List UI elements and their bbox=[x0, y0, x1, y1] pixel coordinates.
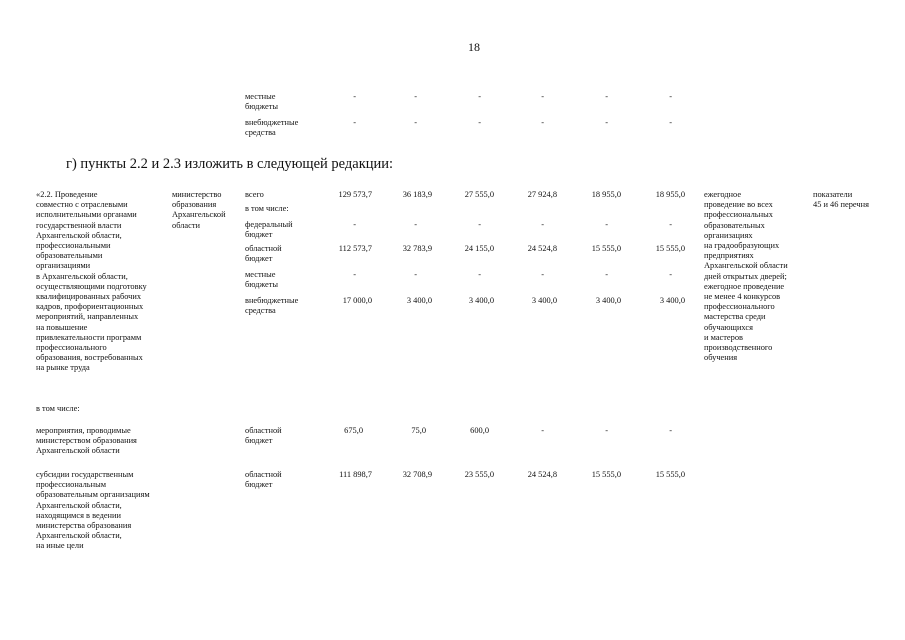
sub-item-events-value-6: - bbox=[669, 426, 672, 435]
page-number: 18 bbox=[468, 40, 480, 54]
sub-item-subsidies-value-2: 32 708,9 bbox=[402, 470, 432, 479]
total-value-4: 27 924,8 bbox=[527, 190, 557, 199]
regional-value-5: 15 555,0 bbox=[591, 244, 621, 253]
local-value-1: - bbox=[353, 270, 356, 279]
row-label-federal: федеральный бюджет bbox=[245, 220, 293, 240]
sub-item-events-value-3: 600,0 bbox=[470, 426, 489, 435]
top-row-offbudget-value-6: - bbox=[669, 118, 672, 127]
top-row-offbudget-value-2: - bbox=[414, 118, 417, 127]
offbudget-value-4: 3 400,0 bbox=[531, 296, 557, 305]
sub-item-events-value-2: 75,0 bbox=[411, 426, 426, 435]
expected-result: ежегодное проведение во всех профессиональных образовательных организациях на градообразующих предприятиях Архангельской области дней открытых дверей; ежегодное проведение не менее 4 конкурсов профессионального мастерства среди обучающихся и мастеров производственного обучения bbox=[704, 190, 788, 363]
row-label-offbudget: внебюджетные средства bbox=[245, 296, 299, 316]
sub-item-subsidies-value-3: 23 555,0 bbox=[464, 470, 494, 479]
top-row-local-value-3: - bbox=[478, 92, 481, 101]
event-description-2-2: «2.2. Проведение совместно с отраслевыми исполнительными органами государственной власти Архангельской области, профессиональными образовательными организациями в Архангельской области, осуществляющими подготовку квалифицированных рабочих кадров, профориентационных мероприятий, направленных на повышение привлекательности программ профессионального образования, востребованных на рынке труда bbox=[36, 190, 147, 373]
executor-ministry: министерство образования Архангельской области bbox=[172, 190, 226, 230]
sub-item-events-value-4: - bbox=[541, 426, 544, 435]
offbudget-value-6: 3 400,0 bbox=[659, 296, 685, 305]
federal-value-4: - bbox=[541, 220, 544, 229]
including-label: в том числе: bbox=[36, 404, 80, 413]
sub-item-subsidies-value-6: 15 555,0 bbox=[655, 470, 685, 479]
total-value-6: 18 955,0 bbox=[655, 190, 685, 199]
regional-value-3: 24 155,0 bbox=[464, 244, 494, 253]
total-value-5: 18 955,0 bbox=[591, 190, 621, 199]
sub-item-subsidies-value-4: 24 524,8 bbox=[527, 470, 557, 479]
sub-item-events-description: мероприятия, проводимые министерством образования Архангельской области bbox=[36, 426, 137, 456]
federal-value-6: - bbox=[669, 220, 672, 229]
top-row-offbudget-value-3: - bbox=[478, 118, 481, 127]
federal-value-3: - bbox=[478, 220, 481, 229]
offbudget-value-3: 3 400,0 bbox=[468, 296, 494, 305]
total-value-2: 36 183,9 bbox=[402, 190, 432, 199]
local-value-4: - bbox=[541, 270, 544, 279]
offbudget-value-2: 3 400,0 bbox=[406, 296, 432, 305]
top-row-label-local: местные бюджеты bbox=[245, 92, 279, 112]
top-row-local-value-2: - bbox=[414, 92, 417, 101]
local-value-6: - bbox=[669, 270, 672, 279]
local-value-2: - bbox=[414, 270, 417, 279]
offbudget-value-1: 17 000,0 bbox=[342, 296, 372, 305]
indicators: показатели 45 и 46 перечня bbox=[813, 190, 869, 210]
local-value-3: - bbox=[478, 270, 481, 279]
top-row-local-value-1: - bbox=[353, 92, 356, 101]
regional-value-2: 32 783,9 bbox=[402, 244, 432, 253]
local-value-5: - bbox=[605, 270, 608, 279]
sub-item-subsidies-source: областной бюджет bbox=[245, 470, 282, 490]
top-row-offbudget-value-1: - bbox=[353, 118, 356, 127]
sub-item-subsidies-value-5: 15 555,0 bbox=[591, 470, 621, 479]
regional-value-6: 15 555,0 bbox=[655, 244, 685, 253]
section-heading: г) пункты 2.2 и 2.3 изложить в следующей редакции: bbox=[66, 156, 394, 172]
top-row-local-value-5: - bbox=[605, 92, 608, 101]
total-value-3: 27 555,0 bbox=[464, 190, 494, 199]
row-label-including: в том числе: bbox=[245, 204, 289, 213]
top-row-label-offbudget: внебюджетные средства bbox=[245, 118, 299, 138]
row-label-local: местные бюджеты bbox=[245, 270, 279, 290]
sub-item-subsidies-value-1: 111 898,7 bbox=[339, 470, 372, 479]
row-label-regional: областной бюджет bbox=[245, 244, 282, 264]
sub-item-events-source: областной бюджет bbox=[245, 426, 282, 446]
federal-value-2: - bbox=[414, 220, 417, 229]
federal-value-5: - bbox=[605, 220, 608, 229]
federal-value-1: - bbox=[353, 220, 356, 229]
sub-item-events-value-5: - bbox=[605, 426, 608, 435]
top-row-local-value-6: - bbox=[669, 92, 672, 101]
row-label-total: всего bbox=[245, 190, 264, 199]
top-row-local-value-4: - bbox=[541, 92, 544, 101]
total-value-1: 129 573,7 bbox=[338, 190, 372, 199]
sub-item-subsidies-description: субсидии государственным профессиональным образовательным организациям Архангельской области, находящимся в ведении министерства образования Архангельской области, на иные цели bbox=[36, 470, 150, 551]
top-row-offbudget-value-4: - bbox=[541, 118, 544, 127]
top-row-offbudget-value-5: - bbox=[605, 118, 608, 127]
sub-item-events-value-1: 675,0 bbox=[344, 426, 363, 435]
offbudget-value-5: 3 400,0 bbox=[595, 296, 621, 305]
regional-value-1: 112 573,7 bbox=[338, 244, 372, 253]
regional-value-4: 24 524,8 bbox=[527, 244, 557, 253]
